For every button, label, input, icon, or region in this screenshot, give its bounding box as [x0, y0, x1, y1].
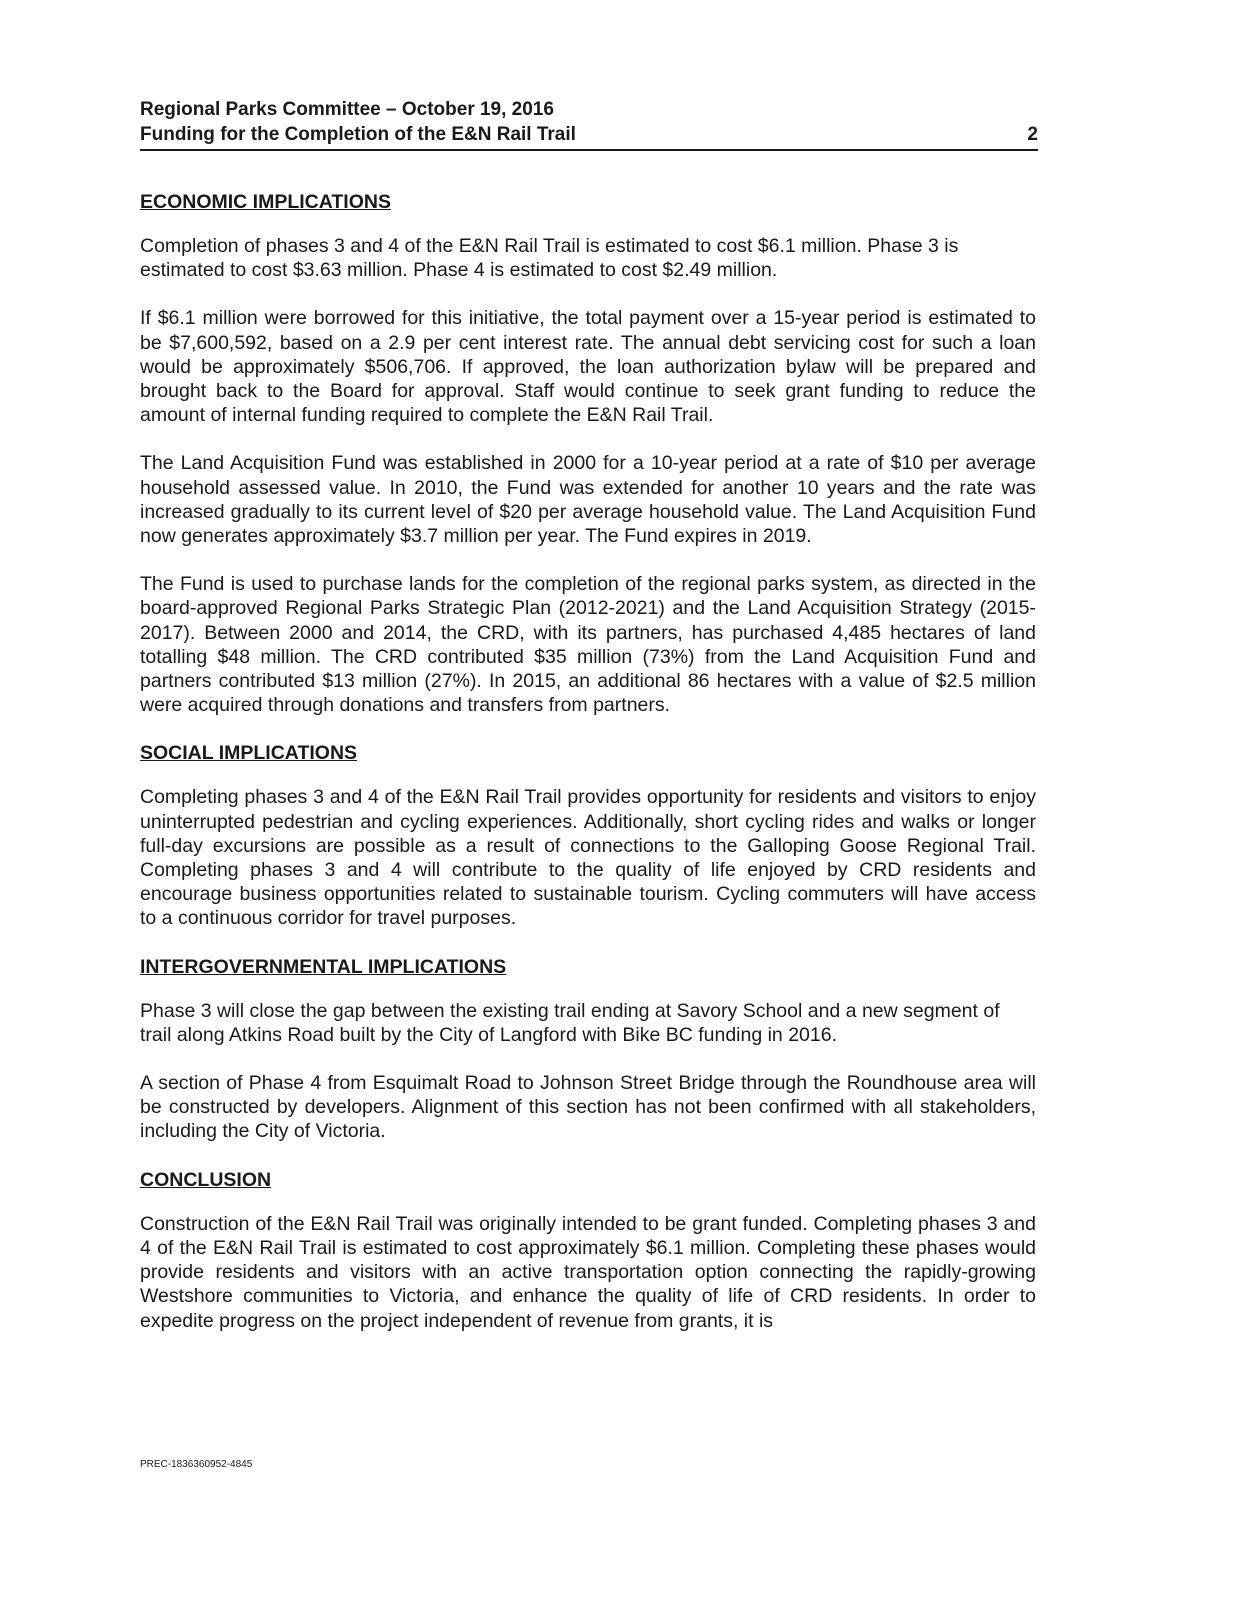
section-heading-conclusion: CONCLUSION	[140, 1168, 272, 1191]
paragraph: A section of Phase 4 from Esquimalt Road to Johnson Street Bridge through the Roundhouse area will be constructed by developers. Alignment of this section has not been confirmed with all stakeholders, including the City of Victoria.	[140, 1072, 1036, 1143]
paragraph: The Fund is used to purchase lands for the completion of the regional parks system, as directed in the board-approved Regional Parks Strategic Plan (2012-2021) and the Land Acquisition Strategy (2015-2017). Between 2000 and 2014, the CRD, with its partners, has purchased 4,485 hectares of land totalling $48 million. The CRD contributed $35 million (73%) from the Land Acquisition Fund and partners contributed $13 million (27%). In 2015, an additional 86 hectares with a value of $2.5 million were acquired through donations and transfers from partners.	[140, 573, 1036, 717]
header-report-title: Funding for the Completion of the E&N Rail Trail	[140, 124, 576, 145]
document-id-footer: PREC-1836360952-4845	[140, 1459, 253, 1470]
section-heading-intergovernmental: INTERGOVERNMENTAL IMPLICATIONS	[140, 955, 507, 978]
header-committee-date: Regional Parks Committee – October 19, 2016	[140, 99, 554, 120]
paragraph: Completion of phases 3 and 4 of the E&N Rail Trail is estimated to cost $6.1 million. Phase 3 is estimated to cost $3.63 million. Phase 4 is estimated to cost $2.49 million.	[140, 235, 959, 282]
section-heading-social: SOCIAL IMPLICATIONS	[140, 742, 358, 765]
section-heading-economic: ECONOMIC IMPLICATIONS	[140, 191, 391, 213]
paragraph: Phase 3 will close the gap between the existing trail ending at Savory School and a new segment of trail along Atkins Road built by the City of Langford with Bike BC funding in 2016.	[140, 999, 1000, 1046]
paragraph: If $6.1 million were borrowed for this initiative, the total payment over a 15-year period is estimated to be $7,600,592, based on a 2.9 per cent interest rate. The annual debt servicing cost for such a loan would be approximately $506,706. If approved, the loan authorization bylaw will be prepared and brought back to the Board for approval. Staff would continue to seek grant funding to reduce the amount of internal funding required to complete the E&N Rail Trail.	[140, 307, 1036, 427]
header-row-title	[140, 122, 1038, 147]
paragraph: The Land Acquisition Fund was established in 2000 for a 10-year period at a rate of $10 per average household assessed value. In 2010, the Fund was extended for another 10 years and the rate was increased gradually to its current level of $20 per average household value. The Land Acquisition Fund now generates approximately $3.7 million per year. The Fund expires in 2019.	[140, 452, 1036, 548]
paragraph: Construction of the E&N Rail Trail was originally intended to be grant funded. Completing phases 3 and 4 of the E&N Rail Trail is estimated to cost approximately $6.1 million. Completing these phases would provide residents and visitors with an active transportation option connecting the rapidly-growing Westshore communities to Victoria, and enhance the quality of life of CRD residents. In order to expedite progress on the project independent of revenue from grants, it is	[140, 1212, 1036, 1332]
page-number: 2	[1027, 124, 1038, 145]
paragraph: Completing phases 3 and 4 of the E&N Rail Trail provides opportunity for residents and visitors to enjoy uninterrupted pedestrian and cycling experiences. Additionally, short cycling rides and walks or longer full-day excursions are possible as a result of connections to the Galloping Goose Regional Trail. Completing phases 3 and 4 will contribute to the quality of life enjoyed by CRD residents and encourage business opportunities related to sustainable tourism. Cycling commuters will have access to a continuous corridor for travel purposes.	[140, 786, 1036, 930]
document-body	[140, 190, 1036, 1357]
page-header	[140, 97, 1038, 151]
